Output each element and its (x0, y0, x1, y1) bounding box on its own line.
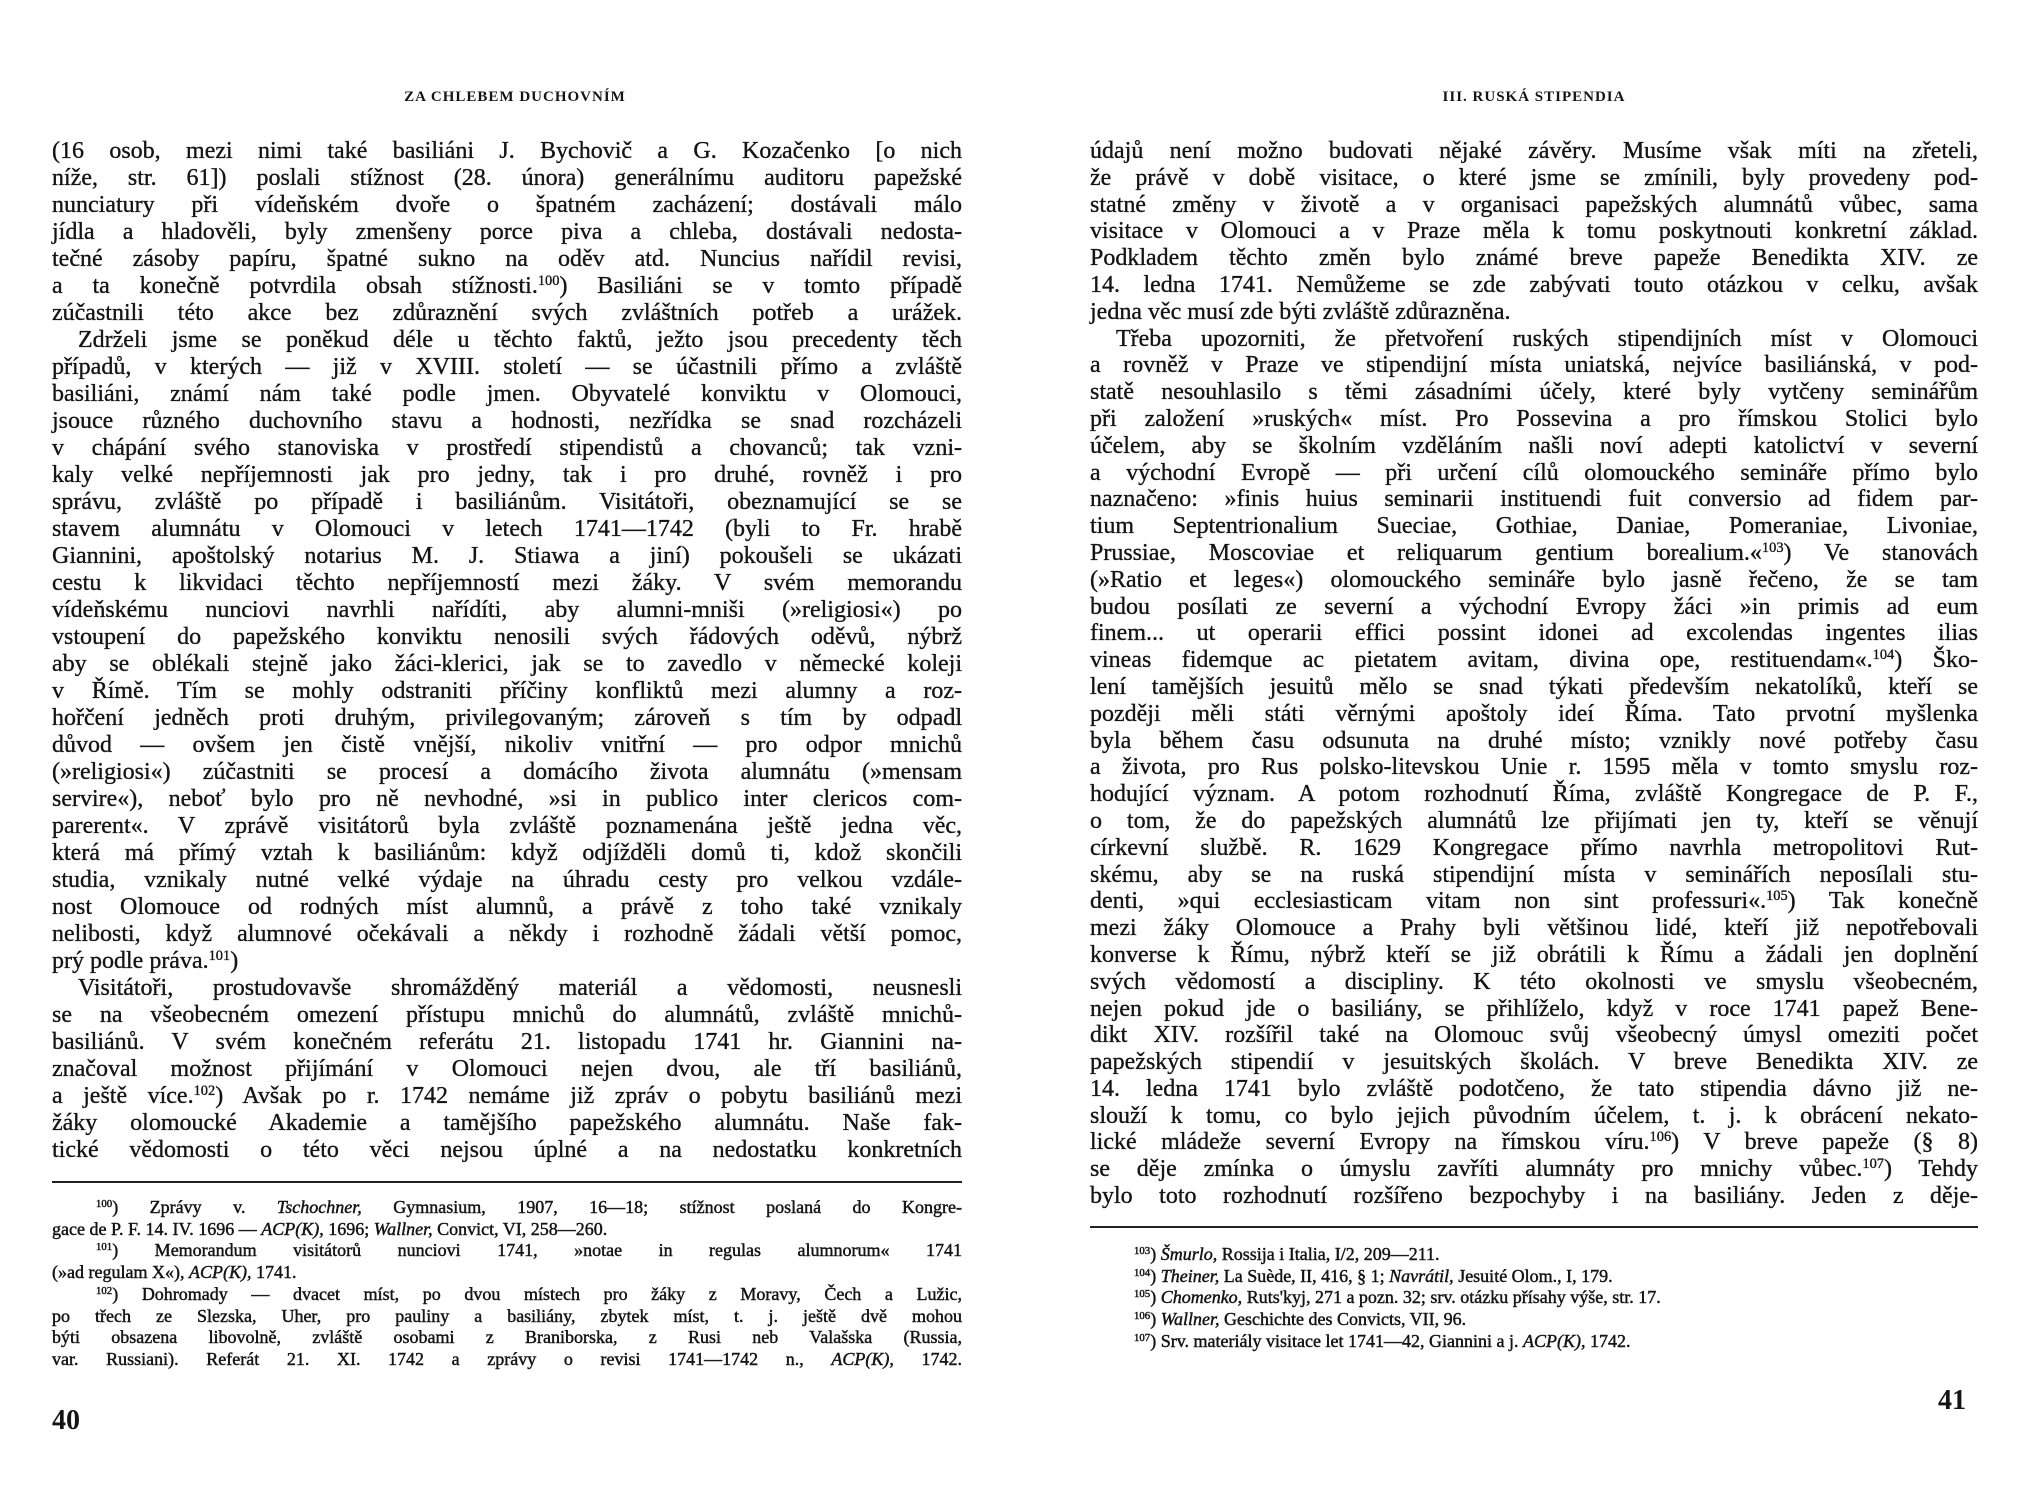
footnote-line (1090, 1309, 1978, 1331)
text-line: byla během času odsunuta na druhé místo; vznikly nové potřeby času (1090, 727, 1978, 754)
text-run: Geschichte des Convicts, VII, 96. (1219, 1309, 1467, 1330)
text-run: La Suède, II, 416, § 1; (1219, 1265, 1390, 1286)
text-line: konverse k Římu, nýbrž kteří se již obrátili k Římu a žádali jen doplnění (1090, 941, 1978, 968)
text-line: značoval možnost přijímání v Olomouci nejen dvou, ale tří basiliánů, (52, 1056, 962, 1082)
text-line: v Římě. Tím se mohly odstraniti příčiny konfliktů mezi alumny a roz- (52, 678, 962, 704)
italic-citation: Chomenko, (1160, 1287, 1243, 1308)
text-line: hořčení jedněch proti druhým, privilegovaným; zároveň s tím by odpadl (52, 705, 962, 731)
text-line: Podkladem těchto změn bylo známé breve papeže Benedikta XIV. ze (1090, 245, 1978, 272)
footnote-reference: 101 (96, 1241, 113, 1254)
text-run: 1742. (1585, 1330, 1631, 1351)
text-line (52, 948, 962, 975)
text-run: Rossija i Italia, I/2, 209—211. (1217, 1244, 1440, 1264)
italic-citation: ACP(K), (1522, 1330, 1586, 1351)
text-line: 14. ledna 1741. Nemůžeme se zde zabývati touto otázkou v celku, avšak (1090, 271, 1978, 298)
text-line (52, 273, 962, 300)
text-line: níže, str. 61]) poslali stížnost (28. února) generálnímu auditoru papežské (52, 165, 962, 191)
text-run: ) Basiliáni se v tomto případě (559, 273, 963, 299)
footnote-line (52, 1219, 962, 1241)
text-run: ) V breve papeže (§ 8) (1671, 1129, 1978, 1156)
text-line: dikt XIV. rozšířil také na Olomouc svůj všeobecný úmysl omeziti počet (1090, 1022, 1978, 1049)
footnote-reference: 105 (1766, 888, 1788, 905)
text-line: (»religiosi«) zúčastniti se procesí a domácího života alumnátu (»mensam (52, 759, 962, 785)
footnote-line (52, 1240, 962, 1262)
text-line: zúčastnili této akce bez zdůraznění svých zvláštních potřeb a urážek. (52, 300, 962, 326)
right-footnotes (1090, 1244, 1978, 1353)
text-line: se na všeobecném omezení přístupu mnichů do alumnátů, zvláště mnichů- (52, 1002, 962, 1028)
footnote-line (1090, 1266, 1978, 1288)
footnote-line (52, 1284, 962, 1306)
text-run: a ještě více. (52, 1083, 194, 1109)
text-line: a rovněž v Praze ve stipendijní místa uniatská, nejvíce basiliánská, v pod- (1090, 352, 1978, 379)
text-run: ) Tehdy (1883, 1156, 1978, 1183)
text-line: servire«), neboť bylo pro ně nevhodné, »si in publico inter clericos com- (52, 786, 962, 812)
text-line: studia, vznikaly nutné velké výdaje na úhradu cesty pro velkou vzdále- (52, 867, 962, 893)
text-line: údajů není možno budovati nějaké závěry. Musíme však míti na zřeteli, (1090, 138, 1978, 164)
italic-citation: ACP(K), (188, 1262, 252, 1283)
footnote-reference: 103 (1134, 1245, 1151, 1258)
text-run: 1696; (323, 1218, 374, 1239)
text-line: lení tamějších jesuitů mělo se snad týkati především nekatolíků, kteří se (1090, 673, 1978, 700)
text-line: jedna věc musí zde býti zvláště zdůrazněna. (1090, 298, 1511, 325)
text-line: hodující význam. A potom rozhodnutí Říma, zvláště Kongregace de P. F., (1090, 781, 1978, 808)
text-line: vídeňskému nunciovi navrhli nařídíti, aby alumni-mniši (»religiosi«) po (52, 597, 962, 623)
text-line: Třeba upozorniti, že přetvoření ruských stipendijních míst v Olomouci (1116, 325, 1978, 352)
text-line: správu, zvláště po případě i basiliánům. Visitátoři, obeznamující se se (52, 489, 962, 515)
page-number-right: 41 (1938, 1385, 1966, 1416)
text-line: statě nesouhlasilo s těmi zásadními účely, které byly vytčeny seminářům (1090, 379, 1978, 406)
text-run: ) Tak konečně (1787, 888, 1978, 915)
text-line: nunciatury při vídeňském dvoře o špatném zacházení; dostávali málo (52, 192, 962, 218)
text-line (1090, 1156, 1978, 1183)
text-run: ) Zprávy v. (112, 1197, 277, 1217)
text-line: finem... ut operarii effici possint idonei ad excolendas ingentes ilias (1090, 620, 1978, 647)
italic-citation: Navrátil, (1389, 1265, 1454, 1286)
text-line: nost Olomouce od rodných míst alumnů, a právě z toho také vznikaly (52, 894, 962, 920)
text-run: prý podle práva. (52, 948, 209, 974)
text-line: 14. ledna 1741 bylo zvláště podotčeno, že tato stipendia dávno již ne- (1090, 1075, 1978, 1102)
text-line: Zdrželi jsme se poněkud déle u těchto faktů, ježto jsou precedenty těch (78, 327, 962, 353)
text-run: ) Srv. materiály visitace let 1741—42, Giannini a j. (1150, 1330, 1523, 1351)
text-line: stavem alumnátu v Olomouci v letech 1741—1742 (byli to Fr. hrabě (52, 516, 962, 542)
text-run: (»ad regulam X«), (52, 1262, 189, 1283)
footnote-separator-left (52, 1181, 962, 1183)
text-line: basiliáni, známí nám také podle jmen. Obyvatelé konviktu v Olomouci, (52, 381, 962, 407)
text-run: ) Memorandum visitátorů nunciovi 1741, »notae in regulas alumnorum« 1741 (112, 1240, 962, 1261)
footnote-line (1090, 1287, 1978, 1309)
text-line: jídla a hladověli, byly zmenšeny porce piva a chleba, dostávali nedosta- (52, 219, 962, 245)
text-line: důvod — ovšem jen čistě vnější, nikoliv vnitřní — pro odpor mnichů (52, 732, 962, 758)
left-footnotes (52, 1197, 962, 1371)
text-run: Gymnasium, 1907, 16—18; stížnost poslaná do Kongre- (361, 1197, 962, 1217)
running-head-left: ZA CHLEBEM DUCHOVNÍM (404, 89, 626, 105)
text-line: která má přímý vztah k basiliánům: když odjížděli domů ti, kdož skončili (52, 840, 962, 866)
italic-citation: Tschochner, (276, 1197, 362, 1217)
text-run: Prussiae, Moscoviae et reliquarum gentium borealium.« (1090, 539, 1762, 566)
text-line: církevní službě. R. 1629 Kongregace přímo navrhla metropolitovi Rut- (1090, 834, 1978, 861)
text-line: visitace v Olomouci a v Praze měla k tomu poskytnouti konkretní základ. (1090, 218, 1978, 245)
footnote-reference: 104 (1134, 1266, 1151, 1279)
footnote-line: po třech ze Slezska, Uher, pro pauliny a basiliány, zbytek míst, t. j. ještě dvě mohou (52, 1305, 962, 1326)
text-line: tické vědomosti o této věci nejsou úplné a na nedostatku konkretních (52, 1137, 962, 1163)
text-line: jsouce různého duchovního stavu a hodnosti, nezřídka se snad rozcházeli (52, 408, 962, 434)
text-run: 1741. (251, 1262, 297, 1283)
text-run: ) (1150, 1265, 1161, 1286)
italic-citation: Wallner, (373, 1218, 433, 1239)
text-line: svých vědomostí a discipliny. K této okolnosti ve smyslu všeobecném, (1090, 968, 1978, 995)
footnote-reference: 100 (537, 273, 560, 290)
text-line: parerent«. V zprávě visitátorů byla zvláště poznamenána ještě jedna věc, (52, 813, 962, 839)
text-line: Visitátoři, prostudovavše shromážděný materiál a vědomosti, neusnesli (78, 975, 962, 1001)
footnote-reference: 106 (1649, 1129, 1672, 1146)
text-run: ) Ško- (1894, 647, 1978, 674)
text-line: Giannini, apoštolský notarius M. J. Stiawa a jiní) pokoušeli se ukázati (52, 543, 962, 569)
text-line: slouží k tomu, co bylo jejich původním účelem, t. j. k obrácení nekato- (1090, 1102, 1978, 1129)
footnote-reference: 107 (1862, 1156, 1884, 1173)
text-run: 1742. (893, 1348, 962, 1369)
text-line: při založení »ruských« míst. Pro Possevina a pro římskou Stolici bylo (1090, 405, 1978, 432)
text-run: Jesuité Olom., I, 179. (1453, 1265, 1613, 1286)
text-line: a východní Evropě — při určení cílů olomouckého semináře přímo bylo (1090, 459, 1978, 486)
text-run: a ta konečně potvrdila obsah stížnosti. (52, 273, 538, 299)
text-line: mezi žáky Olomouce a Prahy byli většinou lidé, kteří již nepotřebovali (1090, 915, 1978, 942)
footnote-reference: 100 (96, 1198, 113, 1211)
footnote-reference: 104 (1872, 647, 1895, 664)
running-head-right: III. RUSKÁ STIPENDIA (1442, 89, 1626, 105)
text-line: žáky olomoucké Akademie a tamějšího papežského alumnátu. Naše fak- (52, 1110, 962, 1136)
footnote-reference: 107 (1134, 1331, 1151, 1344)
right-body-text (1090, 138, 1978, 1210)
footnote-line (52, 1197, 962, 1219)
text-run: ) Ve stanovách (1783, 539, 1978, 566)
text-line: basiliánů. V svém konečném referátu 21. listopadu 1741 hr. Giannini na- (52, 1029, 962, 1055)
italic-citation: Šmurlo, (1160, 1244, 1218, 1264)
text-line: vstoupení do papežského konviktu nenosili svých řádových oděvů, nýbrž (52, 624, 962, 650)
footnote-reference: 101 (208, 948, 231, 965)
text-line: budou posílati ze severní a východní Evropy žáci »in primis ad eum (1090, 593, 1978, 620)
footnote-line: býti obsazena libovolně, zvláště osobami z Braniborska, z Rusi neb Valašska (Russia, (52, 1327, 962, 1348)
italic-citation: Wallner, (1160, 1309, 1220, 1330)
text-line (1090, 647, 1978, 674)
text-line: (»Ratio et leges«) olomouckého semináře bylo jasně řečeno, že se tam (1090, 566, 1978, 593)
footnote-reference: 102 (193, 1083, 216, 1100)
text-line: případů, v kterých — již v XVIII. století — se účastnili přímo a zvláště (52, 354, 962, 380)
text-line: a života, pro Rus polsko-litevskou Unie r. 1595 měla v tomto smyslu roz- (1090, 754, 1978, 781)
footnote-line (1090, 1331, 1978, 1353)
text-run: ) (1150, 1244, 1161, 1264)
footnote-line (52, 1262, 962, 1284)
text-line: v chápání svého stanoviska v prostředí stipendistů a chovanců; tak vzni- (52, 435, 962, 461)
text-run: ) (230, 948, 239, 974)
footnote-line (52, 1349, 962, 1371)
text-line: bylo toto rozhodnutí rozšířeno bezpochyby i na basiliány. Jeden z děje- (1090, 1183, 1978, 1210)
text-run: ) Dohromady — dvacet míst, po dvou místech pro žáky z Moravy, Čech a Lužic, (112, 1283, 962, 1304)
text-line: (16 osob, mezi nimi také basiliáni J. Bychovič a G. Kozačenko [o nich (52, 138, 962, 164)
footnote-separator-right (1090, 1226, 1978, 1228)
text-line: tečné zásoby papíru, špatné sukno na oděv atd. Nuncius nařídil revisi, (52, 246, 962, 272)
text-run: gace de P. F. 14. IV. 1696 — (52, 1218, 262, 1239)
text-line: naznačeno: »finis huius seminarii instituendi fuit conversio ad fidem par- (1090, 486, 1978, 513)
text-run: ) (1150, 1309, 1161, 1330)
text-line (1090, 540, 1978, 567)
text-line: nelibosti, když alumnové očekávali a někdy i rozhodně žádali větší pomoc, (52, 921, 962, 947)
text-run: var. Russiani). Referát 21. XI. 1742 a zprávy o revisi 1741—1742 n., (52, 1348, 832, 1369)
text-line: skému, aby se na ruská stipendijní místa v seminářích neposílali stu- (1090, 861, 1978, 888)
italic-citation: ACP(K), (831, 1348, 894, 1369)
text-run: ) Avšak po r. 1742 nemáme již zpráv o pobytu basiliánů mezi (215, 1083, 962, 1109)
text-line (1090, 888, 1978, 915)
text-run: Ruts'kyj, 271 a pozn. 32; srv. otázku přísahy výše, str. 17. (1242, 1287, 1661, 1308)
text-line: účelem, aby se školním vzděláním našli noví adepti katolictví v severní (1090, 432, 1978, 459)
text-line: nejen pokud jde o basiliány, se přihlíželo, když v roce 1741 papež Bene- (1090, 995, 1978, 1022)
italic-citation: ACP(K), (261, 1218, 324, 1239)
text-run: ) (1150, 1287, 1161, 1308)
text-run: vineas fidemque ac pietatem avitam, divina ope, restituendam«. (1090, 647, 1873, 674)
text-run: lické mládeže severní Evropy na římskou víru. (1090, 1129, 1650, 1156)
text-line: papežských stipendií v jesuitských školách. V breve Benedikta XIV. ze (1090, 1049, 1978, 1076)
text-run: denti, »qui ecclesiasticam vitam non sint professuri«. (1090, 888, 1767, 915)
text-line: o tom, že do papežských alumnátů lze přijímati jen ty, kteří se věnují (1090, 807, 1978, 834)
text-line: cestu k likvidaci těchto nepříjemností mezi žáky. V svém memorandu (52, 570, 962, 596)
text-line: tium Septentrionalium Sueciae, Gothiae, Daniae, Pomeraniae, Livoniae, (1090, 513, 1978, 540)
footnote-line (1090, 1244, 1978, 1266)
text-line (1090, 1129, 1978, 1156)
left-body-text (52, 138, 962, 1164)
text-run: se děje zmínka o úmyslu zavříti alumnáty pro mnichy vůbec. (1090, 1156, 1863, 1183)
text-line: že právě v době visitace, o které jsme se zmínili, byly provedeny pod- (1090, 164, 1978, 191)
text-line: aby se oblékali stejně jako žáci-klerici, jak se to zavedlo v německé koleji (52, 651, 962, 677)
text-line: statné změny v životě a v organisaci papežských alumnátů vůbec, sama (1090, 191, 1978, 218)
footnote-reference: 106 (1134, 1310, 1151, 1323)
text-line (52, 1083, 962, 1110)
footnote-reference: 102 (96, 1284, 113, 1297)
italic-citation: Theiner, (1160, 1265, 1220, 1286)
footnote-reference: 105 (1134, 1288, 1151, 1301)
text-run: Convict, VI, 258—260. (432, 1218, 608, 1239)
text-line: později měli státi věrnými apoštoly ideí Říma. Tato prvotní myšlenka (1090, 700, 1978, 727)
footnote-reference: 103 (1761, 540, 1784, 557)
text-line: kaly velké nepříjemnosti jak pro jedny, tak i pro druhé, rovněž i pro (52, 462, 962, 488)
page-number-left: 40 (52, 1405, 80, 1436)
